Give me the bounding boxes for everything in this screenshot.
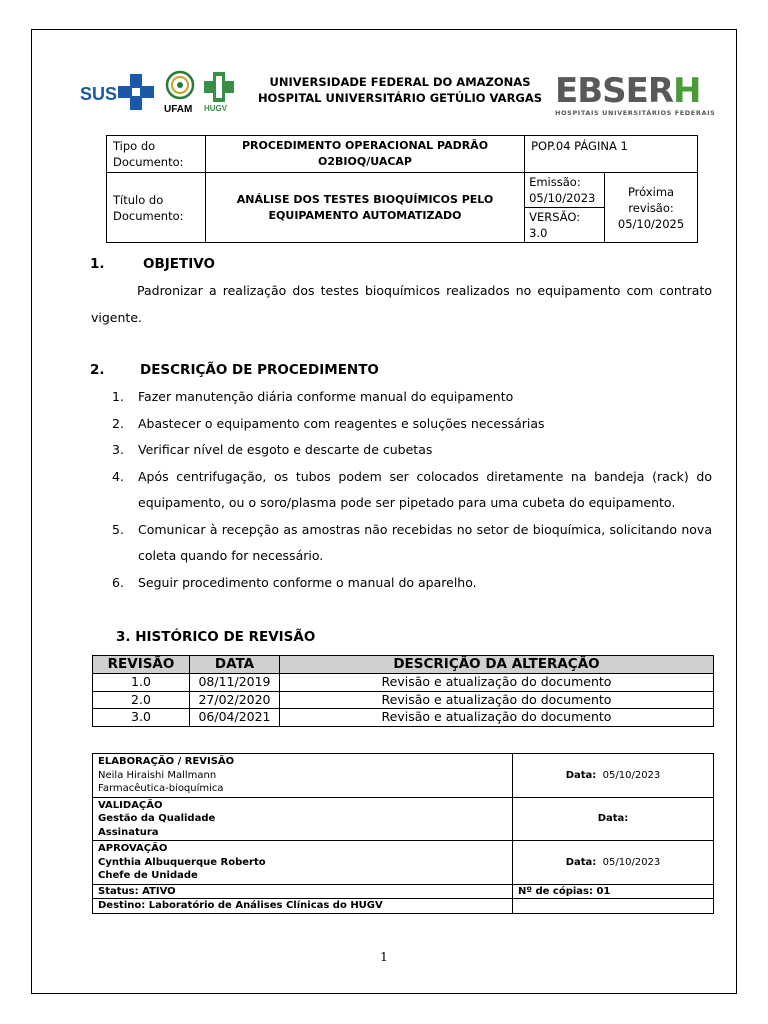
doc-type-label: Tipo do Documento: [107, 136, 206, 173]
approval-date-cell [513, 841, 714, 885]
description-cell: Revisão e atualização do documento [280, 709, 714, 727]
section2-number: 2. [90, 362, 105, 378]
doc-title-label: Título do Documento: [107, 173, 206, 243]
next-revision-cell [605, 173, 698, 243]
section3-title: 3. HISTÓRICO DE REVISÃO [116, 629, 316, 645]
list-item-text: Seguir procedimento conforme o manual do aparelho. [138, 574, 477, 590]
list-item-number: 2. [112, 415, 124, 431]
revision-header-row [93, 656, 714, 674]
list-item [112, 437, 712, 464]
description-cell: Revisão e atualização do documento [280, 691, 714, 709]
date-header: DATA [190, 656, 280, 674]
document-info-table [106, 135, 698, 243]
doc-type-value [205, 136, 524, 173]
next-revision-label-2: revisão: [628, 200, 674, 215]
ebserh-logo [555, 71, 720, 118]
approval-label: APROVAÇÃO [98, 843, 168, 854]
next-revision-label-1: Próxima [627, 184, 675, 199]
destination-row [93, 899, 714, 914]
doc-type-value-line2: O2BIOQ/UACAP [318, 155, 412, 168]
header-title [255, 74, 545, 106]
approval-role: Chefe de Unidade [98, 870, 198, 881]
ebserh-logo-subtitle: HOSPITAIS UNIVERSITÁRIOS FEDERAIS [555, 109, 716, 117]
approval-name: Cynthia Albuquerque Roberto [98, 856, 266, 868]
list-item [112, 384, 712, 411]
sus-logo-text: SUS [80, 84, 118, 104]
next-revision-date: 05/10/2025 [617, 216, 685, 231]
list-item-number: 3. [112, 442, 124, 457]
status-row [93, 884, 714, 899]
elaboration-row [93, 754, 714, 798]
section2-title: DESCRIÇÃO DE PROCEDIMENTO [140, 362, 379, 378]
elaboration-date: 05/10/2023 [602, 769, 661, 781]
list-item-text: Comunicar à recepção as amostras não recebidas no setor de bioquímica, solicitando nova coleta quando for necessário. [138, 521, 712, 563]
elaboration-name: Neila Hiraishi Mallmann [98, 769, 217, 781]
date-cell: 08/11/2019 [190, 674, 280, 692]
table-row [93, 709, 714, 727]
validation-name: Gestão da Qualidade [98, 813, 216, 824]
list-item-text: Verificar nível de esgoto e descarte de cubetas [138, 442, 433, 457]
doc-title-row [107, 173, 698, 208]
list-item-text: Fazer manutenção diária conforme manual do equipamento [138, 389, 514, 404]
page-number: 1 [380, 950, 388, 964]
validation-date-label: Data: [513, 797, 714, 841]
description-cell: Revisão e atualização do documento [280, 674, 714, 692]
list-item [112, 517, 712, 570]
emission-date: 05/10/2023 [529, 191, 596, 205]
elaboration-date-label: Data: [565, 769, 597, 781]
revision-header: REVISÃO [93, 656, 190, 674]
section1-number: 1. [90, 256, 105, 272]
ebserh-logo-h: H [673, 71, 701, 111]
copies: Nº de cópias: 01 [513, 884, 714, 899]
doc-title-value-line1: ANÁLISE DOS TESTES BIOQUÍMICOS PELO [236, 192, 494, 206]
list-item [112, 464, 712, 517]
destination-empty-cell [513, 899, 714, 914]
procedure-list [112, 384, 712, 596]
ufam-logo [163, 70, 199, 114]
approval-row [93, 841, 714, 885]
list-item [112, 411, 712, 438]
validation-label: VALIDAÇÃO [98, 799, 163, 811]
list-item-number: 5. [112, 521, 124, 537]
revision-history-table [92, 655, 714, 727]
elaboration-date-cell [513, 754, 714, 798]
approval-date-label: Data: [565, 856, 597, 868]
doc-type-value-line1: PROCEDIMENTO OPERACIONAL PADRÃO [241, 139, 489, 152]
ufam-logo-text: UFAM [164, 104, 193, 114]
hugv-logo-text: HUGV [204, 104, 228, 113]
sus-logo [80, 70, 160, 114]
validation-cell [93, 797, 513, 841]
list-item-number: 4. [112, 468, 124, 484]
destination: Destino: Laboratório de Análises Clínicas do HUGV [93, 899, 513, 914]
revision-cell: 3.0 [93, 709, 190, 727]
section1-title: OBJETIVO [143, 256, 215, 272]
elaboration-cell [93, 754, 513, 798]
ebserh-logo-text: EBSERH [555, 71, 701, 111]
status: Status: ATIVO [93, 884, 513, 899]
revision-cell: 1.0 [93, 674, 190, 692]
list-item-text: Abastecer o equipamento com reagentes e soluções necessárias [138, 415, 545, 431]
page-code: POP.04 PÁGINA 1 [525, 136, 698, 173]
doc-title-value-line2: EQUIPAMENTO AUTOMATIZADO [268, 208, 462, 222]
description-header: DESCRIÇÃO DA ALTERAÇÃO [280, 656, 714, 674]
list-item-number: 6. [112, 574, 124, 590]
elaboration-role: Farmacêutica-bioquímica [98, 783, 224, 794]
list-item [112, 570, 712, 597]
version: VERSÃO: 3.0 [525, 208, 605, 243]
hospital-name: HOSPITAL UNIVERSITÁRIO GETÚLIO VARGAS [257, 91, 543, 105]
emission-cell [525, 173, 605, 208]
date-cell: 06/04/2021 [190, 709, 280, 727]
section1-text: Padronizar a realização dos testes bioquímicos realizados no equipamento com contrato vigente. [91, 283, 712, 325]
approval-cell [93, 841, 513, 885]
validation-row [93, 797, 714, 841]
doc-type-row [107, 136, 698, 173]
date-cell: 27/02/2020 [190, 691, 280, 709]
table-row [93, 674, 714, 692]
approval-date: 05/10/2023 [602, 856, 661, 868]
hugv-logo [201, 70, 239, 114]
validation-role: Assinatura [98, 826, 159, 838]
doc-title-value [205, 173, 524, 243]
revision-cell: 2.0 [93, 691, 190, 709]
approval-table [92, 753, 714, 914]
elaboration-label: ELABORAÇÃO / REVISÃO [98, 756, 235, 767]
emission-label: Emissão: [529, 175, 581, 189]
university-name: UNIVERSIDADE FEDERAL DO AMAZONAS [269, 75, 531, 89]
list-item-number: 1. [112, 389, 124, 404]
table-row [93, 691, 714, 709]
list-item-text: Após centrifugação, os tubos podem ser colocados diretamente na bandeja (rack) do equipamento, ou o soro/plasma pode ser pipetado para uma cubeta do equipamento. [138, 468, 712, 510]
